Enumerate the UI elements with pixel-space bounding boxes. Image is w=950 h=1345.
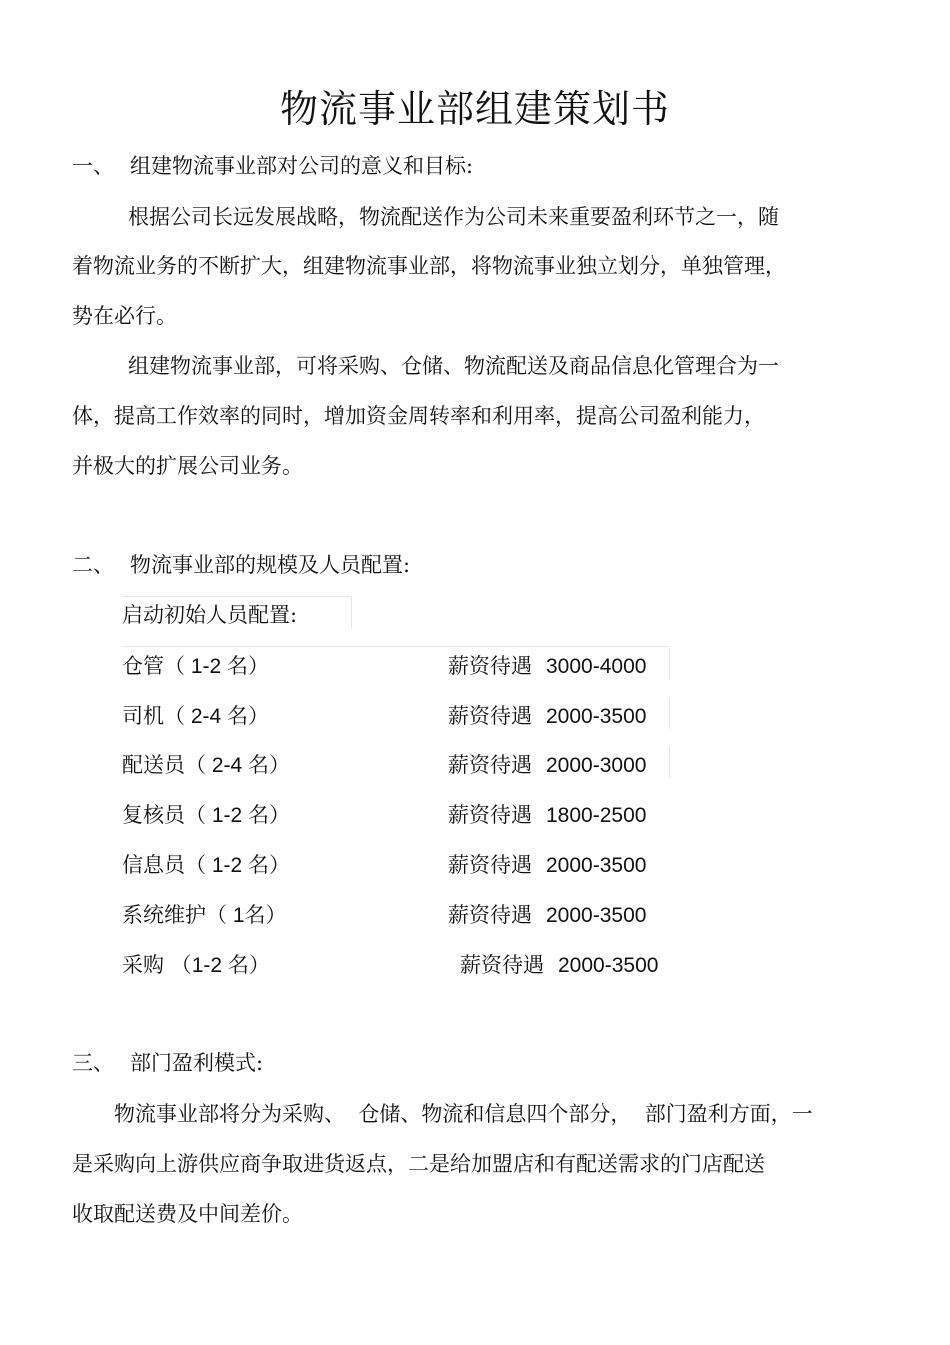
section-3-number: 三、 bbox=[72, 1051, 114, 1075]
staff-row-edge bbox=[669, 699, 670, 729]
staff-table-caption: 启动初始人员配置: bbox=[122, 596, 352, 628]
staff-row-edge bbox=[669, 748, 670, 778]
staff-row-edge bbox=[669, 649, 670, 679]
staff-table-rule bbox=[122, 646, 670, 647]
staff-role: 仓管（ 1-2 名） bbox=[122, 654, 270, 678]
section-1-para-1-line-2: 着物流业务的不断扩大，组建物流事业部，将物流事业独立划分，单独管理， bbox=[72, 254, 786, 278]
section-2-number: 二、 bbox=[72, 553, 114, 577]
section-3-para-line-1: 物流事业部将分为采购、 仓储、物流和信息四个部分， 部门盈利方面，一 bbox=[114, 1102, 813, 1126]
section-1-heading bbox=[72, 150, 473, 180]
document-title: 物流事业部组建策划书 bbox=[279, 87, 670, 131]
staff-role: 系统维护（ 1名） bbox=[122, 903, 287, 927]
staff-salary: 薪资待遇 2000-3500 bbox=[448, 903, 647, 927]
section-1-para-2-line-1: 组建物流事业部，可将采购、仓储、物流配送及商品信息化管理合为一 bbox=[128, 354, 779, 378]
section-3-heading bbox=[72, 1047, 263, 1077]
section-1-para-1-line-3: 势在必行。 bbox=[72, 304, 177, 328]
section-1-title: 组建物流事业部对公司的意义和目标: bbox=[130, 154, 474, 178]
section-1-para-1-line-1: 根据公司长远发展战略，物流配送作为公司未来重要盈利环节之一，随 bbox=[128, 205, 779, 229]
section-3-para-line-2: 是采购向上游供应商争取进货返点，二是给加盟店和有配送需求的门店配送 bbox=[72, 1152, 765, 1176]
section-1-para-2-line-3: 并极大的扩展公司业务。 bbox=[72, 454, 303, 478]
staff-salary: 薪资待遇 1800-2500 bbox=[448, 803, 647, 827]
section-3-para-line-3: 收取配送费及中间差价。 bbox=[72, 1202, 303, 1226]
section-1-number: 一、 bbox=[72, 154, 114, 178]
staff-salary: 薪资待遇 2000-3500 bbox=[448, 704, 647, 728]
staff-role: 配送员（ 2-4 名） bbox=[122, 753, 291, 777]
section-3-title: 部门盈利模式: bbox=[130, 1051, 264, 1075]
staff-role: 复核员（ 1-2 名） bbox=[122, 803, 291, 827]
staff-salary: 薪资待遇 2000-3500 bbox=[460, 953, 659, 977]
staff-salary: 薪资待遇 2000-3500 bbox=[448, 853, 647, 877]
staff-salary: 薪资待遇 2000-3000 bbox=[448, 753, 647, 777]
section-2-heading bbox=[72, 549, 410, 579]
staff-role: 司机（ 2-4 名） bbox=[122, 704, 270, 728]
section-2-title: 物流事业部的规模及人员配置: bbox=[130, 553, 411, 577]
staff-salary: 薪资待遇 3000-4000 bbox=[448, 654, 647, 678]
staff-role: 信息员（ 1-2 名） bbox=[122, 853, 291, 877]
staff-role: 采购 （1-2 名） bbox=[122, 953, 270, 977]
section-1-para-2-line-2: 体，提高工作效率的同时，增加资金周转率和利用率，提高公司盈利能力， bbox=[72, 404, 765, 428]
